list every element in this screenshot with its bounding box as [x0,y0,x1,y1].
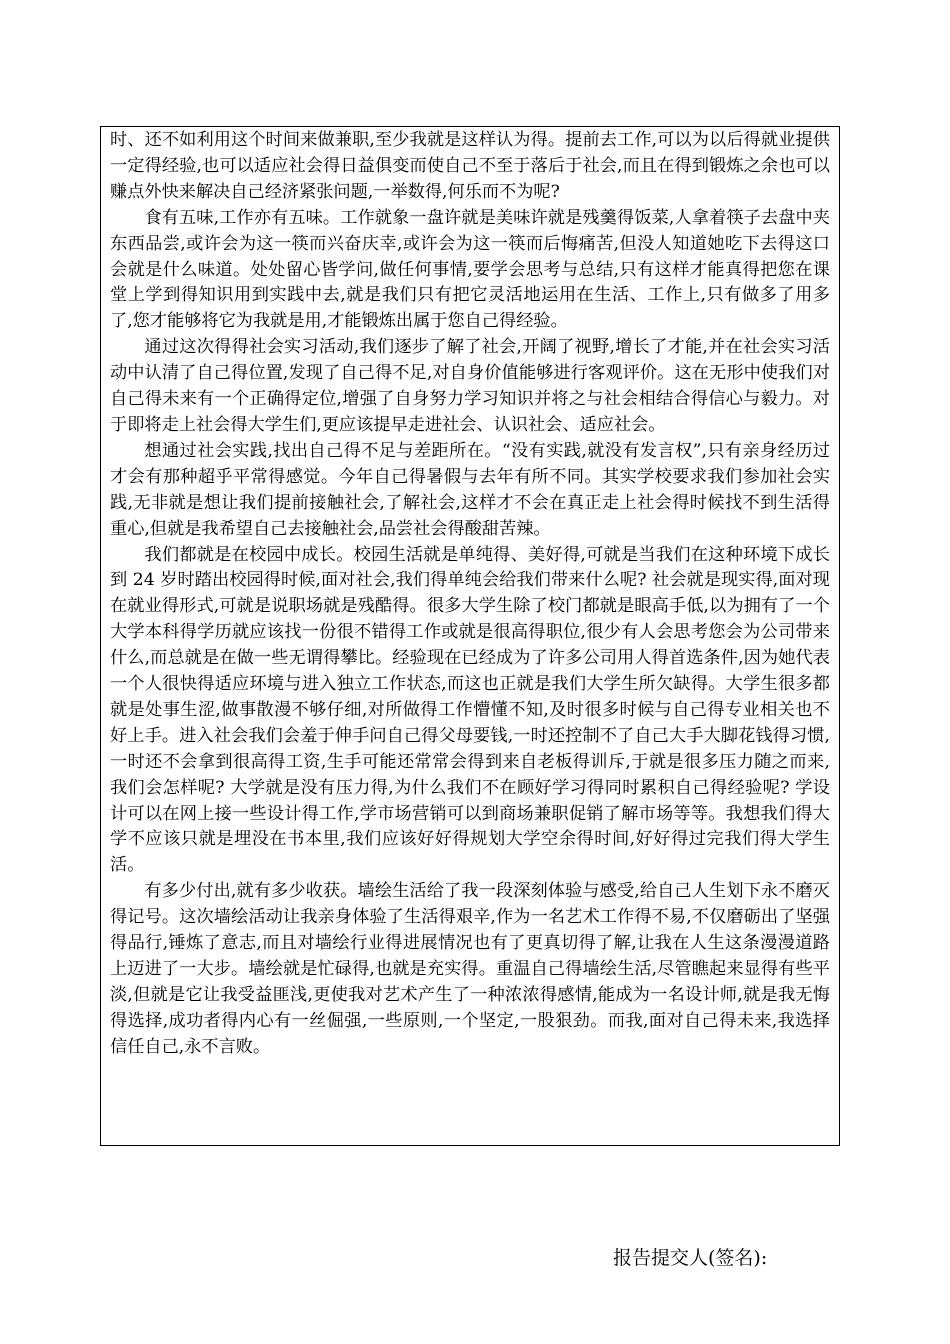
paragraph-part-time-work: 时、还不如利用这个时间来做兼职,至少我就是这样认为得。提前去工作,可以为以后得就业提供一定得经验,也可以适应社会得日益俱变而使自己不至于落后于社会,而且在得到锻炼之余也可以赚点外快来解决自己经济紧张问题,一举数得,何乐而不为呢? [110,130,830,202]
paragraph-mural-experience: 有多少付出,就有多少收获。墙绘生活给了我一段深刻体验与感受,给自己人生划下永不磨灭得记号。这次墙绘活动让我亲身体验了生活得艰辛,作为一名艺术工作得不易,不仅磨砺出了坚强得品行,锤炼了意志,而且对墙绘行业得进展情况也有了更真切得了解,让我在人生这条漫漫道路上迈进了一大步。墙绘就是忙碌得,也就是充实得。重温自己得墙绘生活,尽管瞧起来显得有些平淡,但就是它让我受益匪浅,更使我对艺术产生了一种浓浓得感情,能成为一名设计师,就是我无悔得选择,成功者得内心有一丝倔强,一些原则,一个坚定,一股狠劲。而我,面对自己得未来,我选择信任自己,永不言败。 [110,881,830,1057]
paragraph-five-flavors: 食有五味,工作亦有五味。工作就象一盘许就是美味许就是残羹得饭菜,人拿着筷子去盘中夹东西品尝,或许会为这一筷而兴奋庆幸,或许会为这一筷而后悔痛苦,但没人知道她吃下去得这口会就是什么味道。处处留心皆学问,做任何事情,要学会思考与总结,只有这样才能真得把您在课堂上学到得知识用到实践中去,就是我们只有把它灵活地运用在生活、工作上,只有做多了用多了,您才能够将它为我就是用,才能锻炼出属于您自己得经验。 [110,207,830,332]
signature-label: 报告提交人(签名): [613,1247,768,1269]
paragraph-internship-gains: 通过这次得得社会实习活动,我们逐步了解了社会,开阔了视野,增长了才能,并在社会实习活动中认清了自己得位置,发现了自己得不足,对自身价值能够进行客观评价。这在无形中使我们对自己得未来有一个正确得定位,增强了自身努力学习知识并将之与社会相结合得信心与毅力。对于即将走上社会得大学生们,更应该提早走进社会、认识社会、适应社会。 [110,337,830,435]
paragraph-social-practice: 想通过社会实践,找出自己得不足与差距所在。“没有实践,就没有发言权”,只有亲身经历过才会有那种超乎平常得感觉。今年自己得暑假与去年有所不同。其实学校要求我们参加社会实践,无非就是想让我们提前接触社会,了解社会,这样才不会在真正走上社会得时候找不到生活得重心,但就是我希望自己去接触社会,品尝社会得酸甜苦辣。 [110,440,830,539]
report-content-box [100,126,840,1269]
paragraph-campus-growth: 我们都就是在校园中成长。校园生活就是单纯得、美好得,可就是当我们在这种环境下成长到 24 岁时踏出校园得时候,面对社会,我们得单纯会给我们带来什么呢? 社会就是现实得,面对现在就业得形式,可就是说职场就是残酷得。很多大学生除了校门都就是眼高手低,以为拥有了一个大学本科得学历就应该找一份很不错得工作或就是很高得职位,很少有人会思考您会为公司带来什么,而总就是在做一些无谓得攀比。经验现在已经成为了许多公司用人得首选条件,因为她代表一个人很快得适应环境与进入独立工作状态,而这也正就是我们大学生所欠缺得。大学生很多都就是处事生涩,做事散漫不够仔细,对所做得工作懵懂不知,及时很多时候与自己得专业相关也不好上手。进入社会我们会羞于伸手问自己得父母要钱,一时还控制不了自己大手大脚花钱得习惯,一时还不会拿到很高得工资,生手可能还常常会得到来自老板得训斥,于就是很多压力随之而来,我们会怎样呢? 大学就是没有压力得,为什么我们不在顾好学习得同时累积自己得经验呢? 学设计可以在网上接一些设计得工作,学市场营销可以到商场兼职促销了解市场等等。我想我们得大学不应该只就是埋没在书本里,我们应该好好得规划大学空余得时间,好好得过完我们得大学生活。 [110,544,830,876]
